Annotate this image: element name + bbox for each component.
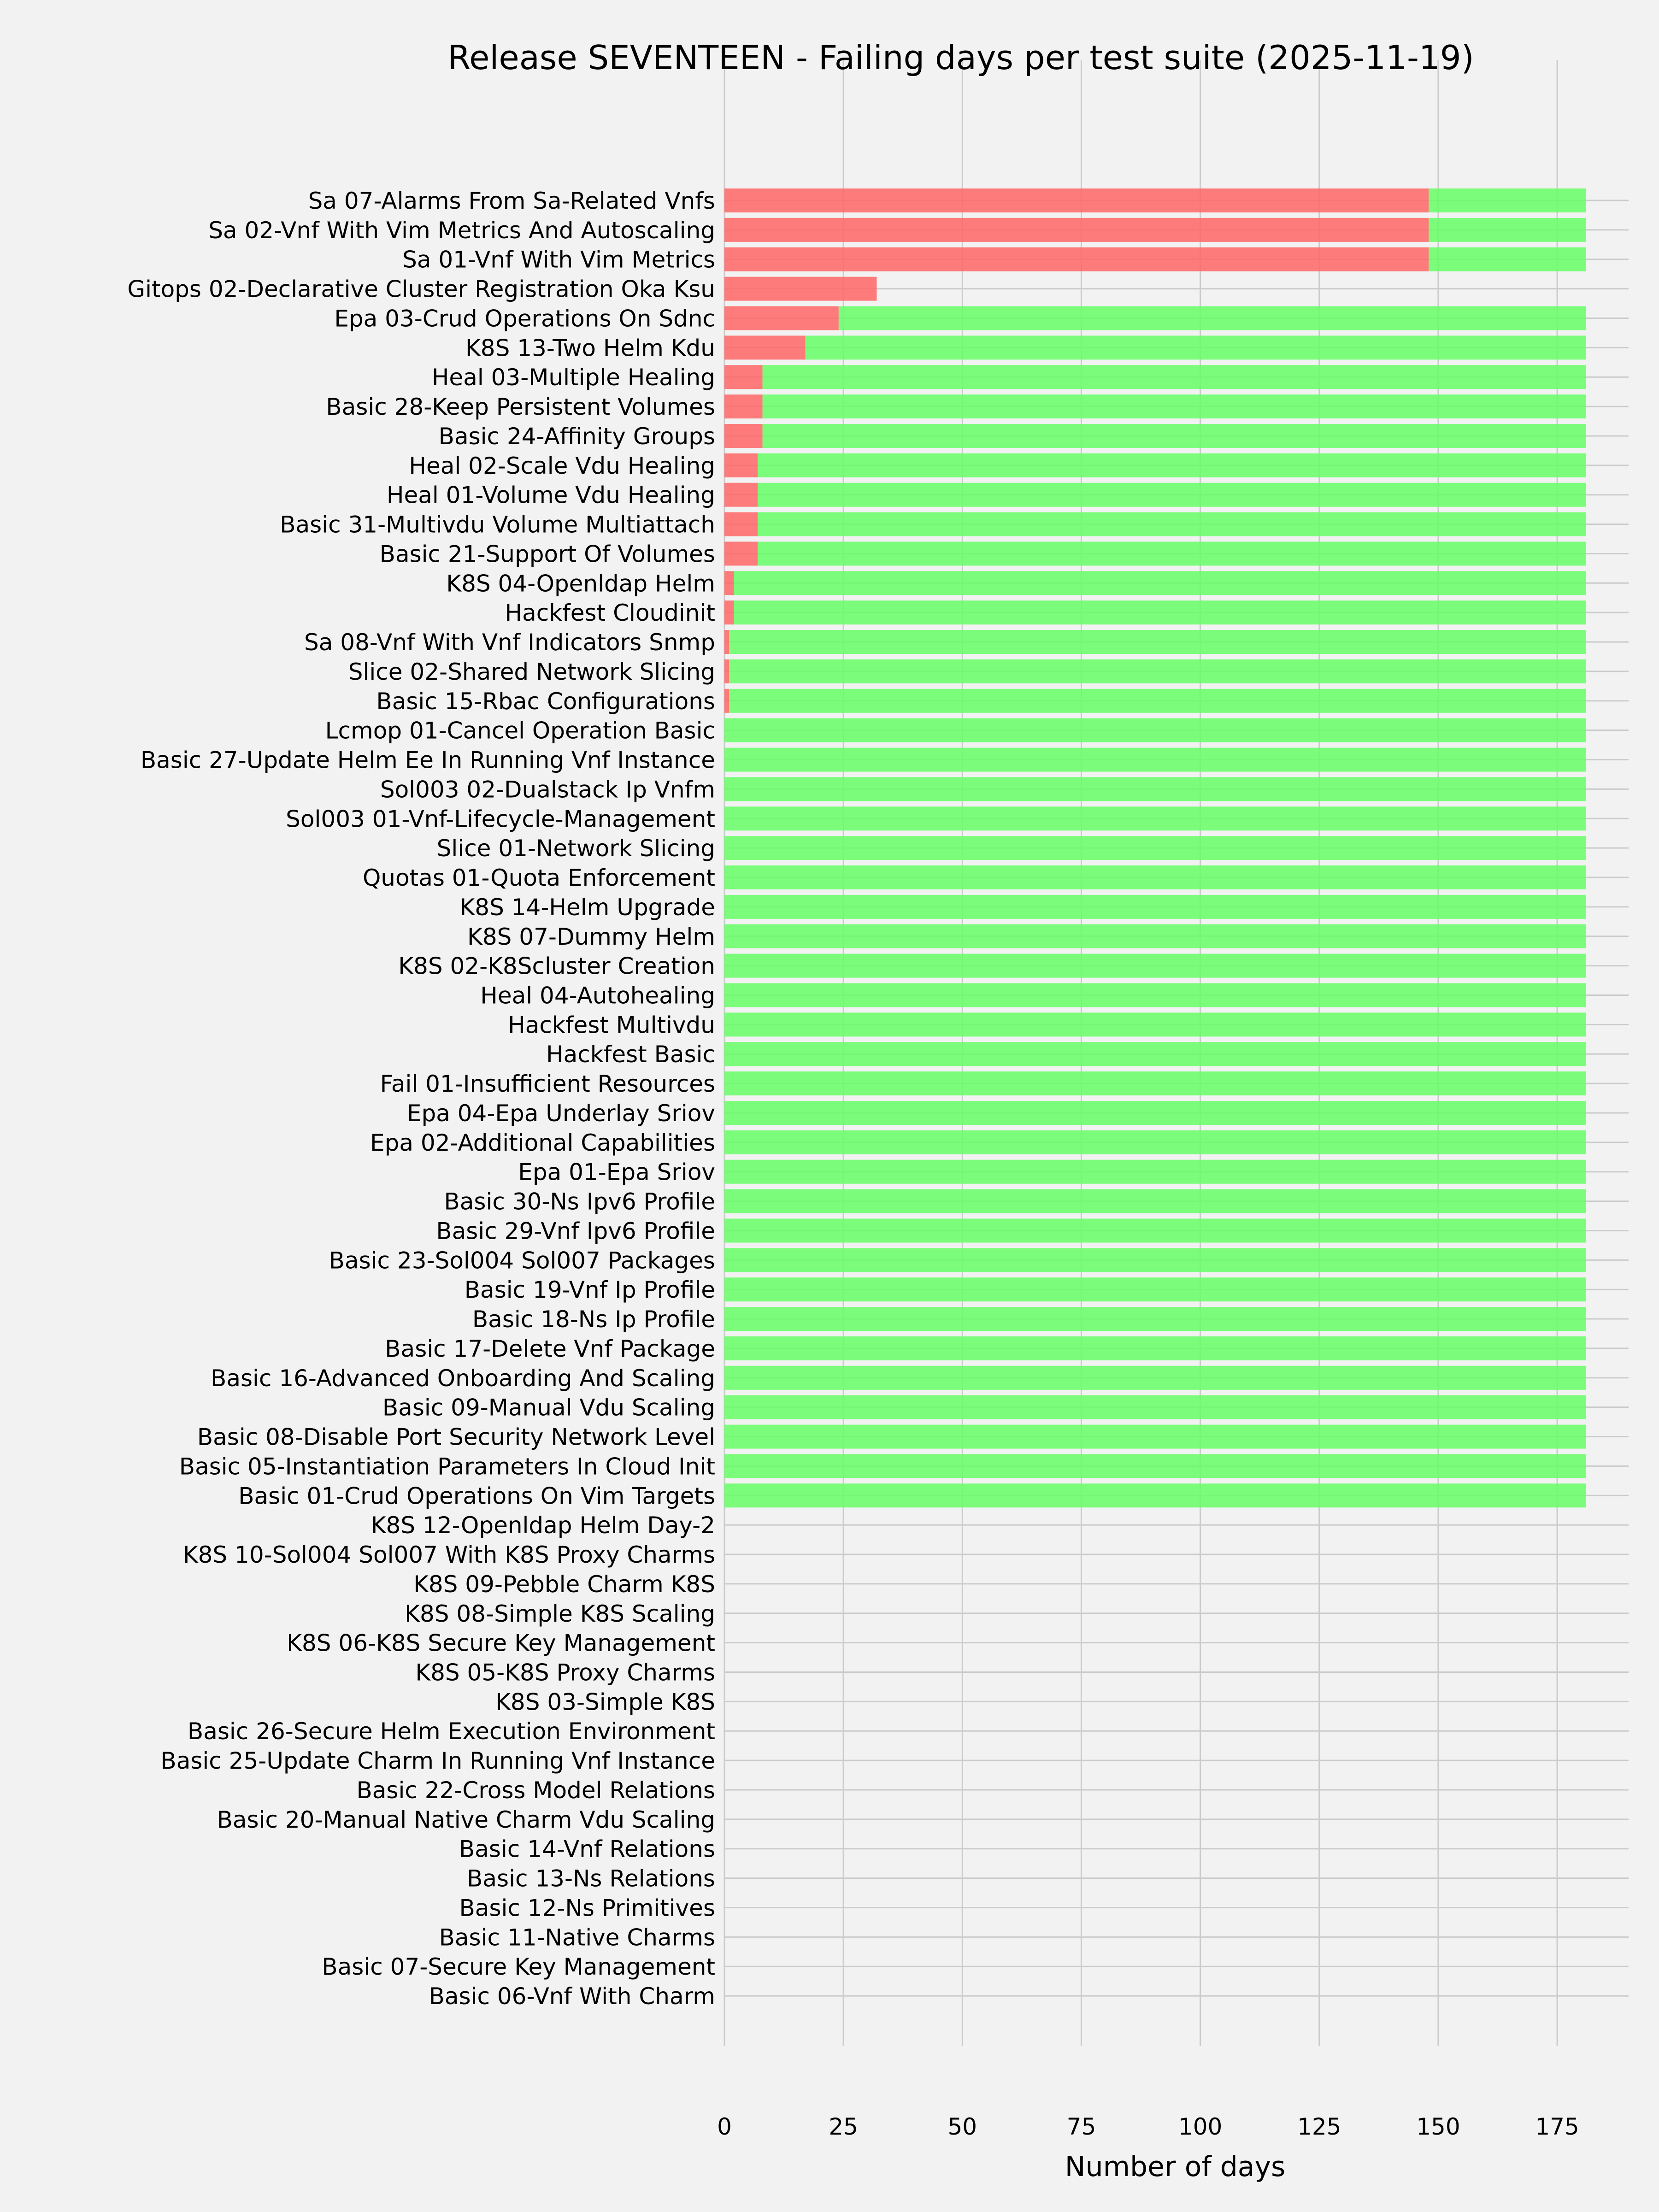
y-tick-label: Basic 28-Keep Persistent Volumes <box>326 394 715 421</box>
bar-passing <box>724 1189 1586 1213</box>
y-tick-label: Basic 08-Disable Port Security Network Level <box>197 1424 715 1451</box>
bar-passing <box>724 895 1586 919</box>
bar-passing <box>724 983 1586 1007</box>
bar-passing <box>729 630 1586 654</box>
bar-passing <box>724 1160 1586 1184</box>
x-tick-label: 125 <box>1297 2113 1341 2140</box>
bar-failing <box>724 188 1429 212</box>
y-tick-label: Heal 02-Scale Vdu Healing <box>409 452 715 479</box>
y-tick-label: Lcmop 01-Cancel Operation Basic <box>325 717 715 744</box>
bar-passing <box>763 424 1586 448</box>
y-tick-label: Basic 25-Update Charm In Running Vnf Instance <box>160 1747 715 1775</box>
y-tick-label: Basic 06-Vnf With Charm <box>429 1983 715 2010</box>
y-tick-label: Basic 31-Multivdu Volume Multiattach <box>280 511 715 538</box>
bar-passing <box>724 1101 1586 1125</box>
bar-failing <box>724 453 758 477</box>
y-tick-label: Sa 01-Vnf With Vim Metrics <box>402 246 715 273</box>
x-tick-label: 50 <box>947 2113 977 2140</box>
x-tick-label: 150 <box>1416 2113 1460 2140</box>
y-tick-label: Slice 02-Shared Network Slicing <box>348 658 715 685</box>
y-tick-label: Basic 01-Crud Operations On Vim Targets <box>238 1483 715 1510</box>
y-tick-label: Epa 02-Additional Capabilities <box>370 1129 715 1156</box>
y-tick-label: Basic 13-Ns Relations <box>467 1865 715 1892</box>
y-tick-label: K8S 07-Dummy Helm <box>467 923 715 950</box>
y-tick-label: Sa 02-Vnf With Vim Metrics And Autoscaling <box>208 217 715 244</box>
y-tick-label: Hackfest Basic <box>546 1041 715 1068</box>
bar-failing <box>724 600 734 624</box>
y-tick-label: Basic 12-Ns Primitives <box>459 1894 715 1922</box>
bar-passing <box>724 1425 1586 1449</box>
bar-passing <box>734 600 1586 624</box>
bar-failing <box>724 512 758 536</box>
y-tick-label: Sol003 01-Vnf-Lifecycle-Management <box>286 806 715 833</box>
y-tick-label: Basic 30-Ns Ipv6 Profile <box>444 1188 715 1215</box>
bar-passing <box>758 512 1586 536</box>
bar-passing <box>724 1071 1586 1095</box>
y-tick-label: Basic 16-Advanced Onboarding And Scaling <box>211 1365 715 1392</box>
bar-passing <box>724 1336 1586 1360</box>
y-tick-label: Basic 21-Support Of Volumes <box>379 541 715 568</box>
x-tick-label: 100 <box>1178 2113 1223 2140</box>
bar-failing <box>724 277 877 301</box>
y-tick-label: Heal 03-Multiple Healing <box>431 364 715 391</box>
bar-passing <box>724 718 1586 742</box>
bar-passing <box>734 571 1586 595</box>
y-tick-label: Basic 24-Affinity Groups <box>438 423 715 450</box>
bar-failing <box>724 365 763 389</box>
bar-passing <box>729 689 1586 713</box>
bar-passing <box>806 335 1586 359</box>
bar-passing <box>758 541 1586 565</box>
y-tick-label: Sol003 02-Dualstack Ip Vnfm <box>380 776 715 803</box>
y-tick-label: Basic 27-Update Helm Ee In Running Vnf Instance <box>140 747 715 774</box>
bar-failing <box>724 659 729 683</box>
y-tick-label: Basic 07-Secure Key Management <box>322 1953 715 1981</box>
bar-passing <box>724 836 1586 860</box>
bar-passing <box>763 365 1586 389</box>
y-tick-label: Basic 20-Manual Native Charm Vdu Scaling <box>217 1806 715 1833</box>
y-tick-label: Basic 29-Vnf Ipv6 Profile <box>436 1218 715 1245</box>
bar-passing <box>724 865 1586 889</box>
bar-passing <box>724 1483 1586 1507</box>
bar-passing <box>758 453 1586 477</box>
bar-failing <box>724 571 734 595</box>
x-tick-label: 0 <box>717 2113 732 2140</box>
bars <box>724 188 1586 1507</box>
bar-failing <box>724 335 806 359</box>
y-tick-label: K8S 13-Two Helm Kdu <box>465 335 715 362</box>
y-tick-label: Hackfest Cloudinit <box>505 600 715 627</box>
y-tick-label: Basic 05-Instantiation Parameters In Cloud Init <box>179 1453 715 1480</box>
y-tick-label: Epa 01-Epa Sriov <box>518 1159 715 1186</box>
bar-failing <box>724 424 763 448</box>
bar-passing <box>758 483 1586 507</box>
bar-failing <box>724 306 839 330</box>
bar-passing <box>763 394 1586 418</box>
bar-passing <box>1429 247 1586 271</box>
bar-failing <box>724 689 729 713</box>
bar-passing <box>1429 188 1586 212</box>
y-tick-label: Hackfest Multivdu <box>508 1012 715 1039</box>
y-tick-label: Epa 03-Crud Operations On Sdnc <box>334 305 715 332</box>
bar-failing <box>724 483 758 507</box>
bar-failing <box>724 218 1429 242</box>
bar-passing <box>724 1130 1586 1154</box>
bar-passing <box>724 1012 1586 1036</box>
bar-passing <box>724 954 1586 978</box>
y-tick-label: Sa 07-Alarms From Sa-Related Vnfs <box>308 188 715 214</box>
bar-passing <box>724 1218 1586 1242</box>
bar-passing <box>724 806 1586 830</box>
y-tick-label: K8S 09-Pebble Charm K8S <box>413 1571 715 1598</box>
bar-passing <box>724 1277 1586 1301</box>
y-tick-label: K8S 02-K8Scluster Creation <box>398 953 715 980</box>
y-tick-label: Basic 23-Sol004 Sol007 Packages <box>329 1247 715 1274</box>
y-tick-label: K8S 03-Simple K8S <box>495 1688 715 1716</box>
y-tick-label: Basic 17-Delete Vnf Package <box>385 1335 715 1362</box>
bar-failing <box>724 630 729 654</box>
y-tick-label: K8S 08-Simple K8S Scaling <box>405 1600 715 1627</box>
bar-passing <box>724 1042 1586 1066</box>
y-tick-label: Basic 26-Secure Helm Execution Environment <box>187 1718 715 1745</box>
y-tick-label: Basic 18-Ns Ip Profile <box>472 1306 715 1333</box>
y-tick-label: Basic 11-Native Charms <box>439 1924 715 1951</box>
y-tick-label: Basic 19-Vnf Ip Profile <box>464 1277 715 1304</box>
bar-passing <box>729 659 1586 683</box>
bar-passing <box>724 1454 1586 1478</box>
bar-passing <box>724 1395 1586 1419</box>
bar-passing <box>839 306 1586 330</box>
bar-failing <box>724 541 758 565</box>
y-tick-label: Sa 08-Vnf With Vnf Indicators Snmp <box>304 629 715 656</box>
y-tick-label: Gitops 02-Declarative Cluster Registration Oka Ksu <box>127 276 715 303</box>
y-tick-label: Epa 04-Epa Underlay Sriov <box>406 1100 715 1127</box>
bar-passing <box>724 1248 1586 1272</box>
bar-passing <box>724 777 1586 801</box>
y-tick-label: Basic 14-Vnf Relations <box>459 1835 715 1863</box>
chart-title: Release SEVENTEEN - Failing days per test suite (2025-11-19) <box>447 38 1474 77</box>
y-tick-label: K8S 14-Helm Upgrade <box>459 894 715 921</box>
bar-failing <box>724 394 763 418</box>
bar-failing <box>724 247 1429 271</box>
y-tick-label: Quotas 01-Quota Enforcement <box>362 865 715 892</box>
x-tick-label: 75 <box>1066 2113 1096 2140</box>
y-tick-label: K8S 12-Openldap Helm Day-2 <box>371 1512 715 1539</box>
y-tick-label: K8S 05-K8S Proxy Charms <box>415 1659 715 1686</box>
y-tick-label: Heal 04-Autohealing <box>480 982 715 1009</box>
bar-passing <box>724 1366 1586 1390</box>
y-tick-label: Slice 01-Network Slicing <box>436 835 715 862</box>
bar-passing <box>724 748 1586 772</box>
y-tick-label: K8S 04-Openldap Helm <box>446 570 715 597</box>
bar-passing <box>724 924 1586 948</box>
x-tick-label: 175 <box>1535 2113 1579 2140</box>
x-axis-label: Number of days <box>1065 2151 1286 2183</box>
y-tick-label: Basic 15-Rbac Configurations <box>376 688 715 715</box>
y-tick-label: K8S 10-Sol004 Sol007 With K8S Proxy Charms <box>182 1541 715 1569</box>
bar-passing <box>1429 218 1586 242</box>
y-tick-label: Basic 22-Cross Model Relations <box>356 1777 715 1804</box>
y-tick-label: Heal 01-Volume Vdu Healing <box>386 482 715 509</box>
y-tick-label: Basic 09-Manual Vdu Scaling <box>382 1394 715 1421</box>
x-tick-label: 25 <box>829 2113 858 2140</box>
bar-passing <box>724 1307 1586 1331</box>
y-tick-label: K8S 06-K8S Secure Key Management <box>287 1630 715 1657</box>
y-tick-label: Fail 01-Insufficient Resources <box>380 1071 715 1098</box>
